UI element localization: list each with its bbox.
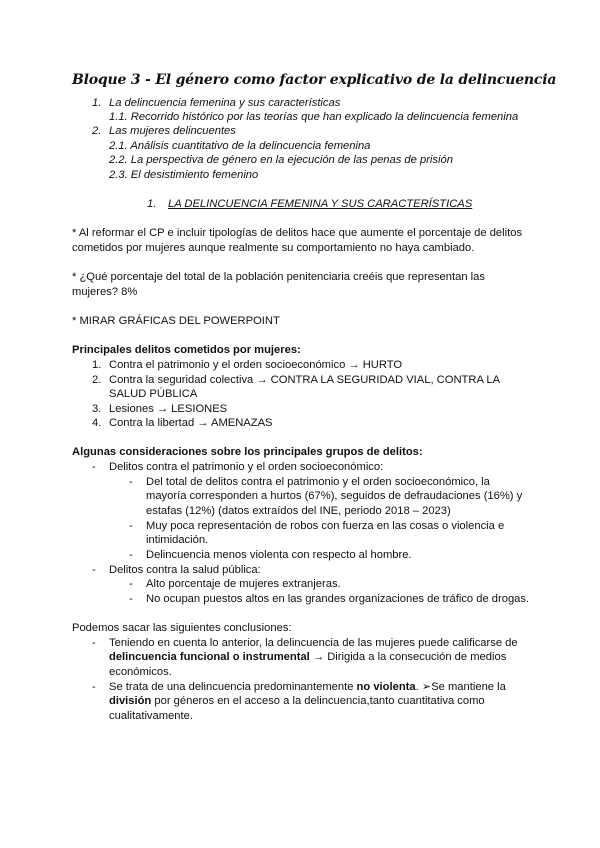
conclusion-2-line-1-pre: Se trata de una delincuencia predominantemente — [109, 681, 357, 693]
outline-item-2-1: 2.1. Análisis cuantitativo de la delincuencia femenina — [109, 140, 371, 152]
principales-item-3-number: 3. — [92, 403, 102, 415]
group-1-bullet-1-line-2: mayoría corresponden a hurtos (67%), seguidos de defraudaciones (16%) y — [146, 490, 523, 502]
conclusion-1-line-1: Teniendo en cuenta lo anterior, la delincuencia de las mujeres puede calificarse de — [109, 637, 518, 649]
section-heading-number: 1. — [147, 198, 157, 210]
outline-item-2-number: 2. — [92, 125, 102, 137]
paragraph-3: * MIRAR GRÁFICAS DEL POWERPOINT — [72, 315, 280, 327]
dash-bullet: - — [129, 549, 133, 561]
group-1-bullet-1-line-3: estafas (12%) (datos extraídos del INE, periodo 2018 – 2023) — [146, 505, 451, 517]
paragraph-1-line-2: cometidos por mujeres aunque realmente su comportamiento no haya cambiado. — [72, 242, 475, 254]
group-2-heading: Delitos contra la salud pública: — [109, 564, 261, 576]
dash-bullet: - — [92, 564, 96, 576]
outline-item-1-number: 1. — [92, 97, 102, 109]
conclusion-2-line-3: cualitativamente. — [109, 710, 193, 722]
group-1-bullet-3: Delincuencia menos violenta con respecto al hombre. — [146, 549, 412, 561]
principales-item-2-line-1: Contra la seguridad colectiva → CONTRA LA SEGURIDAD VIAL, CONTRA LA — [109, 374, 501, 386]
group-1-bullet-1-line-1: Del total de delitos contra el patrimonio y el orden socioeconómico, la — [146, 476, 490, 488]
outline-item-1: La delincuencia femenina y sus características — [109, 97, 341, 109]
principales-item-2-number: 2. — [92, 374, 102, 386]
outline-item-2-3: 2.3. El desistimiento femenino — [109, 169, 259, 181]
dash-bullet: - — [129, 476, 133, 488]
dash-bullet: - — [129, 578, 133, 590]
group-2-bullet-1: Alto porcentaje de mujeres extranjeras. — [146, 578, 341, 590]
consideraciones-heading: Algunas consideraciones sobre los principales grupos de delitos: — [72, 446, 423, 458]
conclusion-2-emphasis-1: no violenta — [356, 681, 416, 693]
conclusion-2-line-1-post: . ➢Se mantiene la — [415, 681, 506, 693]
dash-bullet: - — [92, 637, 96, 649]
outline-item-1-1: 1.1. Recorrido histórico por las teorías que han explicado la delincuencia femenina — [109, 111, 519, 123]
outline-item-2-2: 2.2. La perspectiva de género en la ejecución de las penas de prisión — [109, 154, 453, 166]
principales-item-1-number: 1. — [92, 359, 102, 371]
conclusion-1-line-3: económicos. — [109, 666, 172, 678]
conclusion-2-line-1 — [109, 680, 506, 694]
principales-item-2-line-2: SALUD PÚBLICA — [109, 388, 198, 400]
dash-bullet: - — [92, 461, 96, 473]
group-1-bullet-2-line-1: Muy poca representación de robos con fuerza en las cosas o violencia e — [146, 520, 505, 532]
principales-item-4-number: 4. — [92, 417, 102, 429]
paragraph-2-line-2: mujeres? 8% — [72, 286, 138, 298]
principales-item-1: Contra el patrimonio y el orden socioeconómico → HURTO — [109, 359, 403, 371]
conclusion-2-line-2 — [109, 694, 485, 708]
paragraph-2-line-1: * ¿Qué porcentaje del total de la población penitenciaria creéis que representan las — [72, 271, 485, 283]
conclusiones-intro: Podemos sacar las siguientes conclusiones: — [72, 622, 292, 634]
dash-bullet: - — [92, 681, 96, 693]
conclusion-2-emphasis-2: división — [109, 695, 152, 707]
dash-bullet: - — [129, 520, 133, 532]
principales-heading: Principales delitos cometidos por mujeres: — [72, 344, 301, 356]
conclusion-1-line-2 — [109, 650, 506, 664]
conclusion-1-emphasis: delincuencia funcional o instrumental — [109, 651, 310, 663]
principales-item-3: Lesiones → LESIONES — [109, 403, 228, 415]
conclusion-2-line-2-rest: por géneros en el acceso a la delincuencia,tanto cuantitativa como — [151, 695, 485, 707]
conclusion-1-line-2-rest: → Dirigida a la consecución de medios — [309, 651, 507, 663]
group-1-heading: Delitos contra el patrimonio y el orden socioeconómico: — [109, 461, 384, 473]
dash-bullet: - — [129, 593, 133, 605]
document-title: Bloque 3 - El género como factor explicativo de la delincuencia — [72, 72, 557, 88]
section-heading: LA DELINCUENCIA FEMENINA Y SUS CARACTERÍSTICAS — [168, 198, 473, 210]
group-1-bullet-2-line-2: intimidación. — [146, 534, 209, 546]
principales-item-4: Contra la libertad → AMENAZAS — [109, 417, 273, 429]
paragraph-1-line-1: * Al reformar el CP e incluir tipologías de delitos hace que aumente el porcentaje de delitos — [72, 227, 523, 239]
outline-item-2: Las mujeres delincuentes — [109, 125, 236, 137]
group-2-bullet-2: No ocupan puestos altos en las grandes organizaciones de tráfico de drogas. — [146, 593, 530, 605]
